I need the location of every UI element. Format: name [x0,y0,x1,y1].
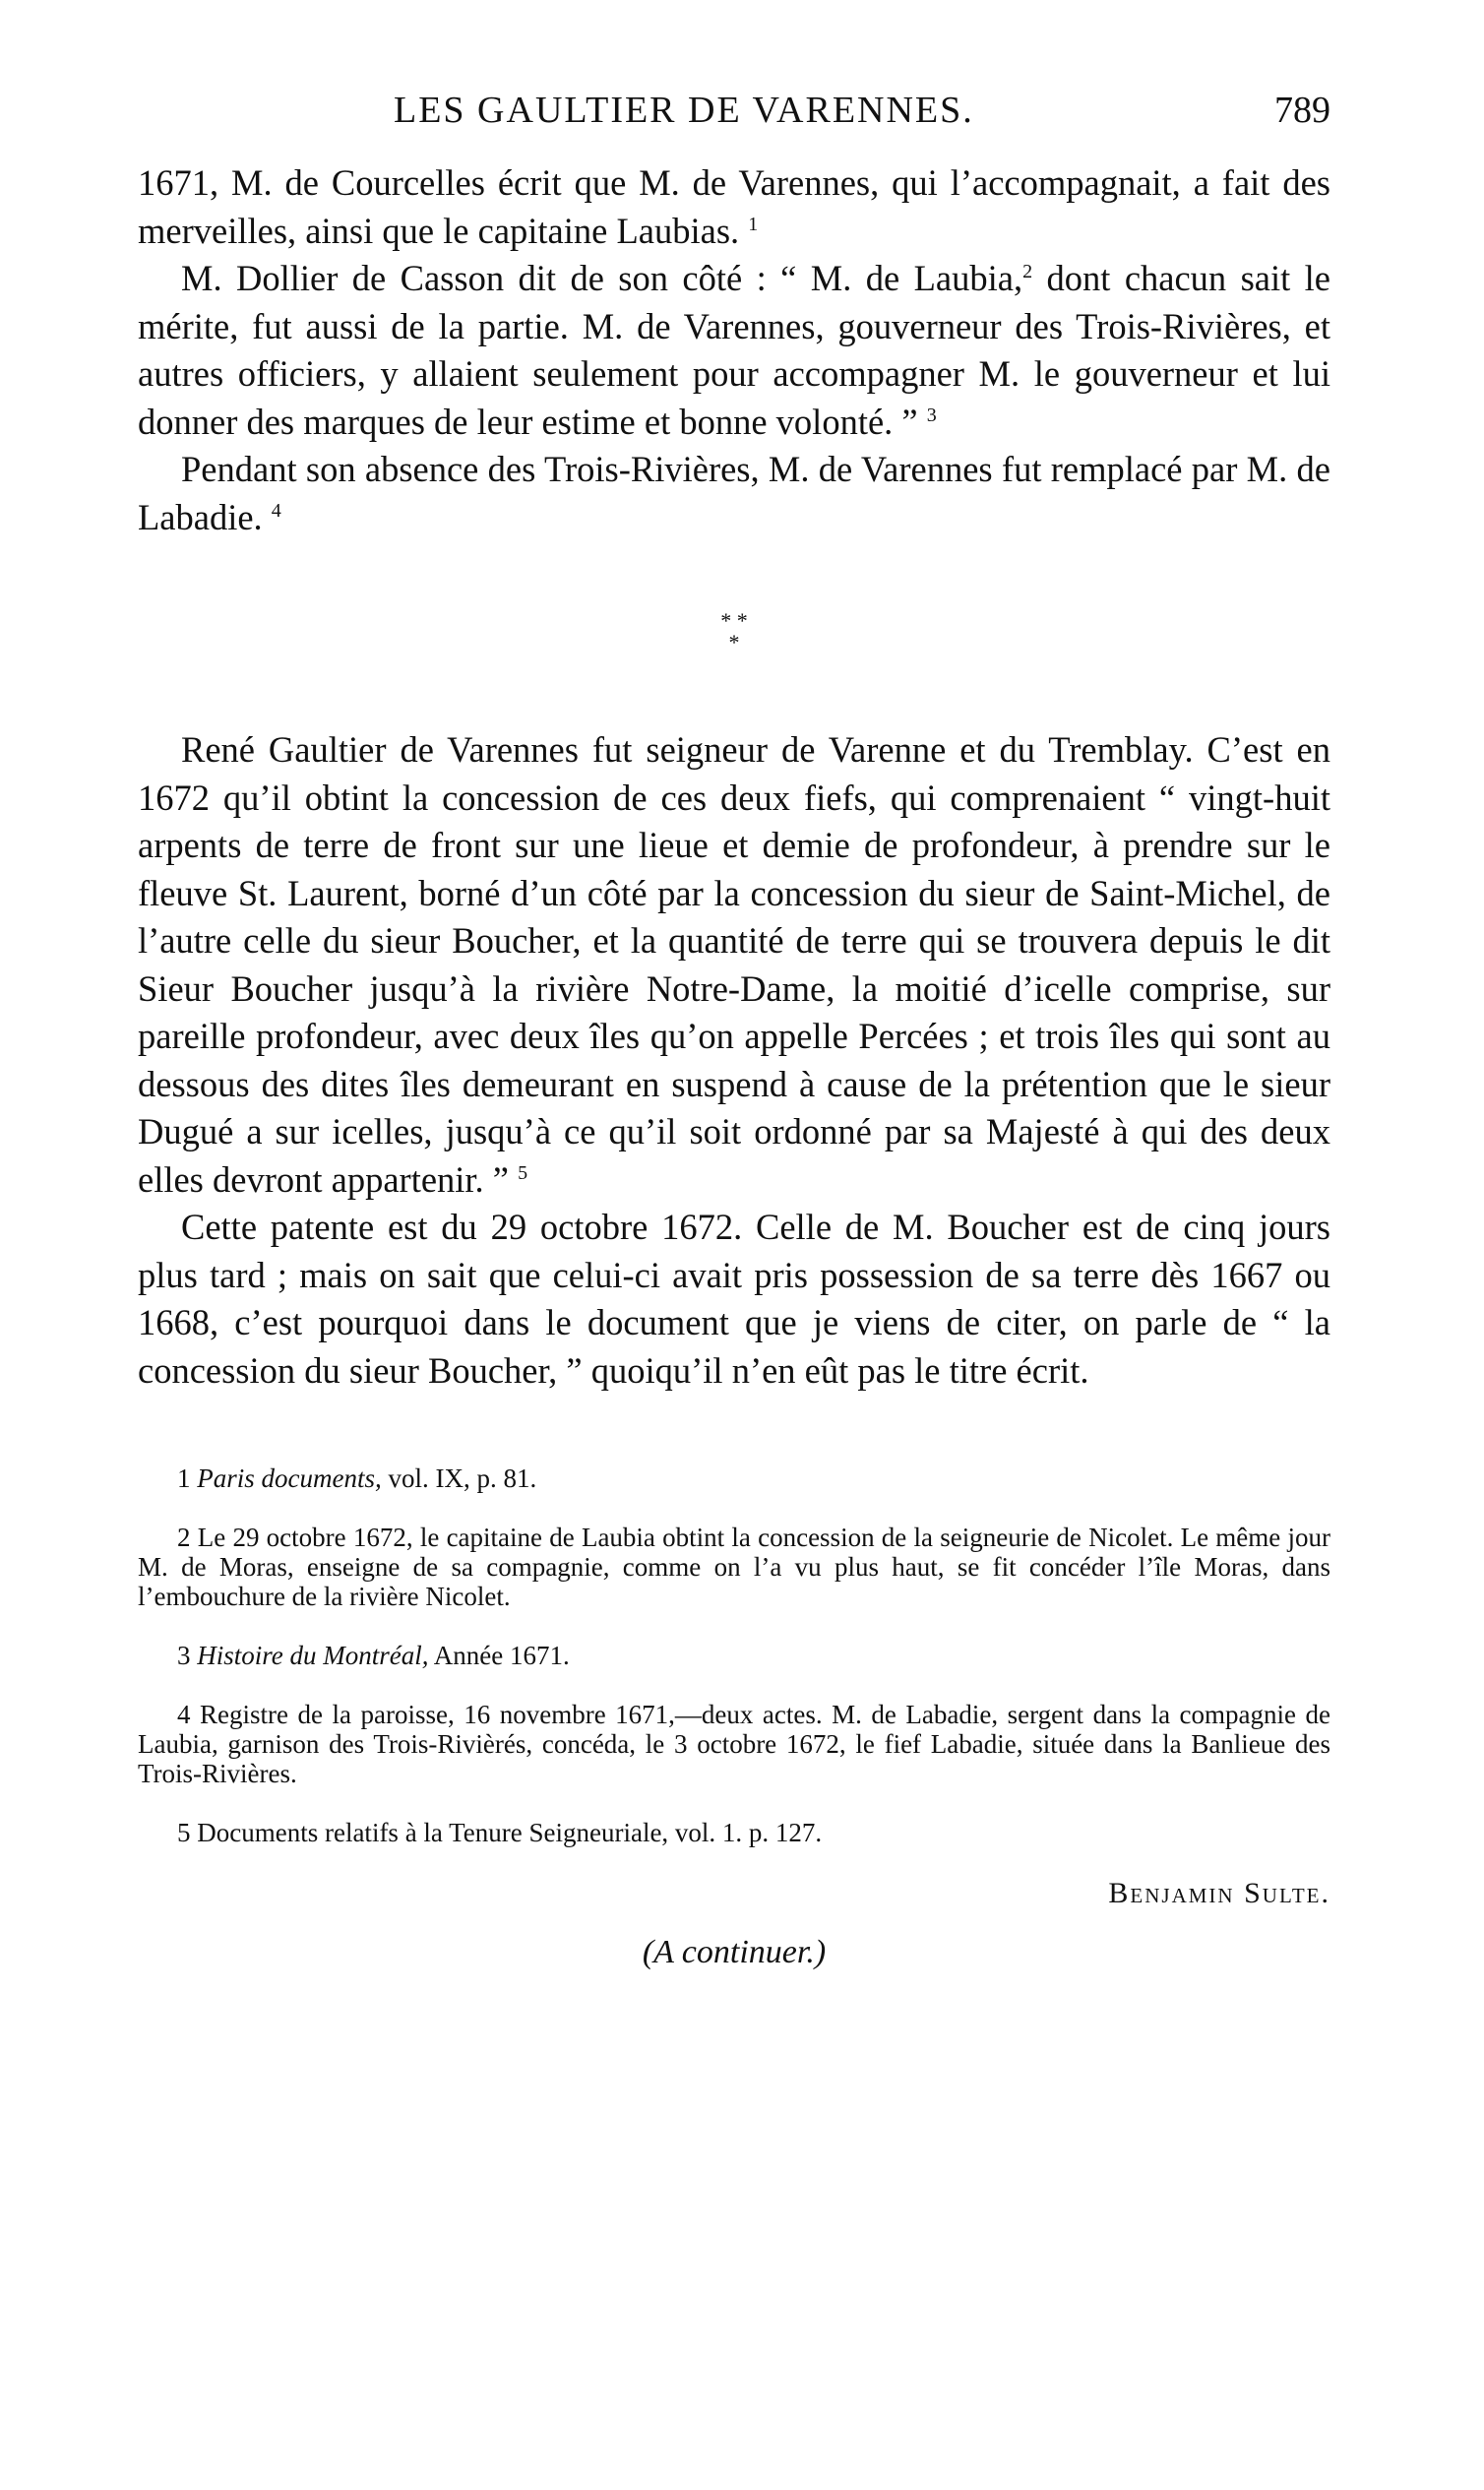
footnote [138,1463,1330,1493]
paragraph-text: Pendant son absence des Trois-Rivières, M. de Varennes fut remplacé par M. de Labadie. [138,449,1330,537]
footnote-text: Documents relatifs à la Tenure Seigneuriale, vol. 1. p. 127. [197,1818,823,1847]
separator-stars-top: * * [720,608,748,633]
paragraph [138,726,1330,1204]
separator-star-bottom: * [728,630,740,654]
footnote-ref: 5 [518,1161,528,1184]
section-separator [138,610,1330,654]
running-header [138,89,1330,148]
author-signature: Benjamin Sulte. [1108,1877,1330,1909]
footnote-ref: 2 [1022,260,1033,282]
footnote-ref: 4 [271,499,281,522]
footnote-number: 1 [177,1463,191,1493]
paragraph-text: 1671, M. de Courcelles écrit que M. de Varennes, qui l’accompagnait, a fait des merveilles, ainsi que le capitaine Laubias. [138,162,1330,251]
footnote-ref: 3 [926,404,937,426]
paragraph-text: René Gaultier de Varennes fut seigneur de Varenne et du Tremblay. C’est en 1672 qu’il obtint la concession de ces deux fiefs, qui comprenaient “ vingt-huit arpents de terre de front sur une lieue et demie de profondeur, à prendre sur le fleuve St. Laurent, borné d’un côté par la concession du sieur de Saint-Michel, de l’autre celle du sieur Boucher, et la quantité de terre qui se trouvera depuis le dit Sieur Boucher jusqu’à la rivière Notre-Dame, la moitié d’icelle comprise, sur pareille profondeur, avec deux îles qu’on appelle Percées ; et trois îles qui sont au dessous des dites îles demeurant en suspend à cause de la prétention que le sieur Dugué a sur icelles, jusqu’à ce qu’il soit ordonné par sa Majesté à qui des deux elles devront appartenir. ” [138,729,1330,1200]
continuation-note: (A continuer.) [642,1934,827,1970]
footnote-number: 4 [177,1700,191,1729]
footnote-number: 2 [177,1523,191,1552]
footnote [138,1818,1330,1847]
footnote-number: 5 [177,1818,191,1847]
footnote [138,1641,1330,1670]
running-title: LES GAULTIER DE VARENNES. [394,90,974,131]
paragraph-text: Cette patente est du 29 octobre 1672. Celle de M. Boucher est de cinq jours plus tard ; mais on sait que celui-ci avait pris possession de sa terre dès 1667 ou 1668, c’est pourquoi dans le document que je viens de citer, on parle de “ la concession du sieur Boucher, ” quoiqu’il n’en eût pas le titre écrit. [138,1207,1330,1391]
footnote-text: Le 29 octobre 1672, le capitaine de Laubia obtint la concession de la seigneurie de Nicolet. Le même jour M. de Moras, enseigne de sa compagnie, comme on l’a vu plus haut, se fit concéder l’île Moras, dans l’embouchure de la rivière Nicolet. [138,1523,1330,1611]
footnote-text: vol. IX, p. 81. [381,1463,537,1493]
paragraph [138,159,1330,255]
page [138,89,1330,1971]
footnote [138,1700,1330,1788]
paragraph [138,446,1330,541]
footnote-title: Paris documents, [197,1463,382,1493]
main-text [138,159,1330,1395]
footnote-text: Registre de la paroisse, 16 novembre 1671,—deux actes. M. de Labadie, sergent dans la compagnie de Laubia, garnison des Trois-Rivièrés, concéda, le 3 octobre 1672, le fief Labadie, située dans la Banlieue des Trois-Rivières. [138,1700,1330,1788]
paragraph-text: M. Dollier de Casson dit de son côté : “ M. de Laubia, [181,258,1023,298]
footnote-title: Histoire du Montréal, [197,1641,429,1670]
footnote-text: Année 1671. [428,1641,570,1670]
paragraph [138,1204,1330,1395]
page-number: 789 [1274,90,1330,131]
footnote-number: 3 [177,1641,191,1670]
footnote-ref: 1 [748,213,759,235]
paragraph-text: dont chacun sait le mérite, fut aussi de la partie. M. de Varennes, gouverneur des Trois-Rivières, et autres officiers, y allaient seulement pour accompagner M. le gouverneur et lui donner des marques de leur estime et bonne volonté. ” [138,258,1331,442]
footnotes [138,1463,1330,1847]
footnote [138,1523,1330,1611]
paragraph [138,255,1330,446]
